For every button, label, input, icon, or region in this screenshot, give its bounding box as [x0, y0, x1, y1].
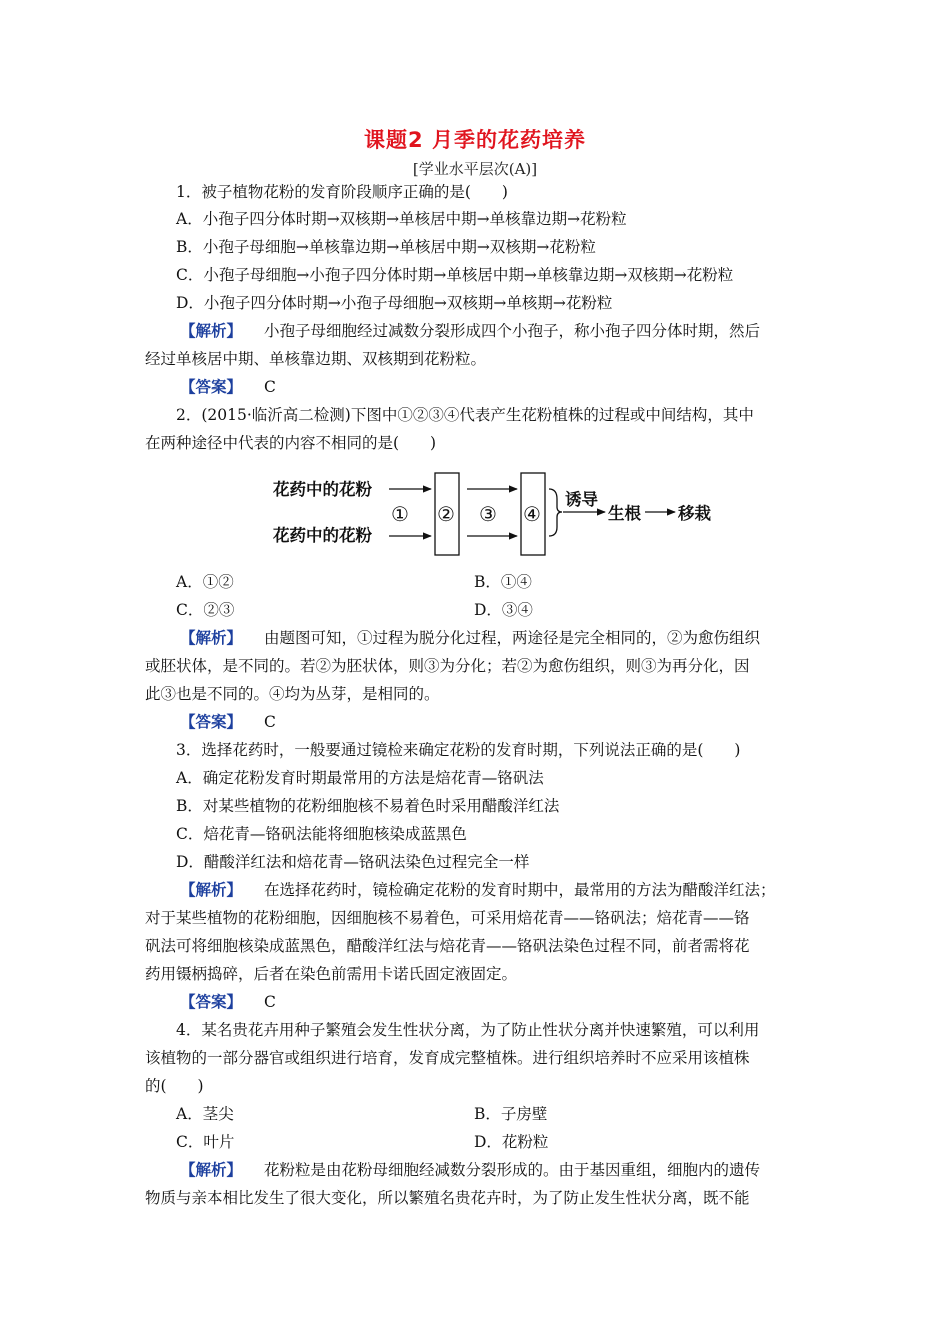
q2-analysis-cont-1: 或胚状体，是不同的。若②为胚状体，则③为分化；若②为愈伤组织，则③为再分化，因 — [145, 657, 750, 675]
q4-option-c: C．叶片 — [176, 1133, 235, 1151]
answer-tag: 【答案】 — [180, 378, 243, 396]
q4-option-a: A．茎尖 — [176, 1105, 234, 1123]
page-title: 课题2 月季的花药培养 — [364, 128, 586, 152]
q2-diagram — [265, 465, 725, 565]
q2-answer: 【答案】 C — [180, 713, 276, 731]
diagram-transplant-label: 移栽 — [678, 504, 711, 523]
q3-option-a: A．确定花粉发育时期最常用的方法是焙花青—铬矾法 — [176, 769, 544, 787]
q3-analysis-cont-2: 矾法可将细胞核染成蓝黑色，醋酸洋红法与焙花青——铬矾法染色过程不同，前者需将花 — [145, 937, 750, 955]
diagram-root-label: 生根 — [608, 504, 641, 523]
q2-option-d: D．③④ — [474, 601, 533, 619]
q4-stem-cont-2: 的( ) — [145, 1077, 204, 1095]
q3-analysis-cont-1: 对于某些植物的花粉细胞，因细胞核不易着色，可采用焙花青——铬矾法；焙花青——铬 — [145, 909, 750, 927]
diagram-induce-label: 诱导 — [565, 490, 598, 509]
q1-option-a: A．小孢子四分体时期→双核期→单核居中期→单核靠边期→花粉粒 — [176, 210, 627, 228]
q3-analysis-cont-3: 药用镊柄捣碎，后者在染色前需用卡诺氏固定液固定。 — [145, 965, 518, 983]
q1-option-d: D．小孢子四分体时期→小孢子母细胞→双核期→单核期→花粉粒 — [176, 294, 613, 312]
q2-option-c: C．②③ — [176, 601, 235, 619]
q3-option-c: C．焙花青—铬矾法能将细胞核染成蓝黑色 — [176, 825, 467, 843]
q1-answer: 【答案】 C — [180, 378, 276, 396]
q2-option-a: A．①② — [176, 573, 234, 591]
q4-stem: 4．某名贵花卉用种子繁殖会发生性状分离，为了防止性状分离并快速繁殖，可以利用 — [176, 1021, 760, 1039]
q1-option-c: C．小孢子母细胞→小孢子四分体时期→单核居中期→单核靠边期→双核期→花粉粒 — [176, 266, 734, 284]
q1-analysis-cont: 经过单核居中期、单核靠边期、双核期到花粉粒。 — [145, 350, 487, 368]
q4-option-d: D．花粉粒 — [474, 1133, 549, 1151]
answer-tag: 【答案】 — [180, 713, 243, 731]
q2-stem: 2．(2015·临沂高二检测)下图中①②③④代表产生花粉植株的过程或中间结构，其中 — [176, 406, 754, 424]
q1-stem: 1．被子植物花粉的发育阶段顺序正确的是( ) — [176, 183, 508, 201]
diagram-label-2: ② — [437, 502, 455, 526]
page-subtitle: [学业水平层次(A)] — [412, 160, 538, 178]
analysis-tag: 【解析】 — [180, 629, 243, 647]
answer-tag: 【答案】 — [180, 993, 243, 1011]
q2-analysis-cont-2: 此③也是不同的。④均为丛芽，是相同的。 — [145, 685, 440, 703]
q3-option-b: B．对某些植物的花粉细胞核不易着色时采用醋酸洋红法 — [176, 797, 560, 815]
q2-analysis: 【解析】 由题图可知，①过程为脱分化过程，两途径是完全相同的，②为愈伤组织 — [180, 629, 761, 647]
q4-analysis: 【解析】 花粉粒是由花粉母细胞经减数分裂形成的。由于基因重组，细胞内的遗传 — [180, 1161, 761, 1179]
q1-analysis: 【解析】 小孢子母细胞经过减数分裂形成四个小孢子，称小孢子四分体时期，然后 — [180, 322, 761, 340]
q4-stem-cont-1: 该植物的一部分器官或组织进行培育，发育成完整植株。进行组织培养时不应采用该植株 — [145, 1049, 750, 1067]
q2-stem-cont: 在两种途径中代表的内容不相同的是( ) — [145, 434, 437, 452]
analysis-tag: 【解析】 — [180, 322, 243, 340]
q2-option-b: B．①④ — [474, 573, 532, 591]
diagram-label-1: ① — [391, 502, 409, 526]
analysis-tag: 【解析】 — [180, 881, 243, 899]
diagram-label-3: ③ — [479, 502, 497, 526]
q3-answer: 【答案】 C — [180, 993, 276, 1011]
diagram-source-top: 花药中的花粉 — [273, 480, 372, 499]
q4-option-b: B．子房壁 — [474, 1105, 548, 1123]
q4-analysis-cont-1: 物质与亲本相比发生了很大变化，所以繁殖名贵花卉时，为了防止发生性状分离，既不能 — [145, 1189, 750, 1207]
q1-option-b: B．小孢子母细胞→单核靠边期→单核居中期→双核期→花粉粒 — [176, 238, 596, 256]
analysis-tag: 【解析】 — [180, 1161, 243, 1179]
q3-analysis: 【解析】 在选择花药时，镜检确定花粉的发育时期中，最常用的方法为醋酸洋红法； — [180, 881, 776, 899]
q3-stem: 3．选择花药时，一般要通过镜检来确定花粉的发育时期，下列说法正确的是( ) — [176, 741, 741, 759]
diagram-source-bottom: 花药中的花粉 — [273, 526, 372, 545]
diagram-label-4: ④ — [523, 502, 541, 526]
diagram-brace — [549, 489, 562, 536]
q3-option-d: D．醋酸洋红法和焙花青—铬矾法染色过程完全一样 — [176, 853, 530, 871]
